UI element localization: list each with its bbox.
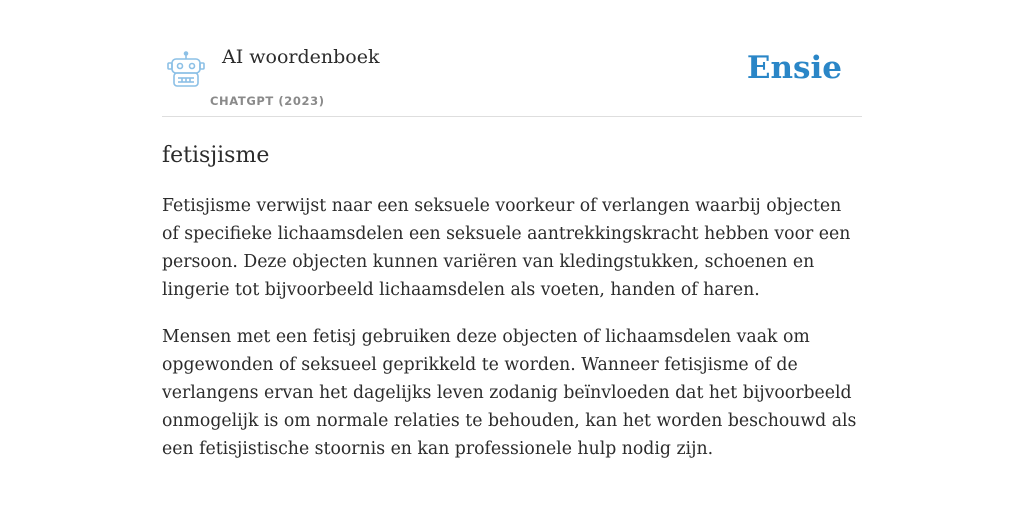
entry-card	[162, 0, 862, 463]
entry-term: fetisjisme	[162, 143, 270, 168]
definition-paragraph-2: Mensen met een fetisj gebruiken deze objecten of lichaamsdelen vaak om opgewonden of seksueel geprikkeld te worden. Wanneer fetisjisme of de verlangens ervan het dagelijks leven zodanig beïnvloeden dat het bijvoorbeeld onmogelijk is om normale relaties te behouden, kan het worden beschouwd als een fetisjistische stoornis en kan professionele hulp nodig zijn.	[162, 327, 857, 459]
ensie-logo[interactable]: Ensie	[746, 50, 842, 86]
dictionary-title[interactable]: AI woordenboek	[222, 46, 380, 68]
entry-header	[162, 0, 862, 117]
definition-paragraph-1: Fetisjisme verwijst naar een seksuele voorkeur of verlangen waarbij objecten of specifieke lichaamsdelen een seksuele aantrekkingskracht hebben voor een persoon. Deze objecten kunnen variëren van kledingstukken, schoenen en lingerie tot bijvoorbeeld lichaamsdelen als voeten, handen of haren.	[162, 196, 851, 300]
robot-icon	[166, 51, 206, 89]
dictionary-source: CHATGPT (2023)	[210, 94, 325, 108]
